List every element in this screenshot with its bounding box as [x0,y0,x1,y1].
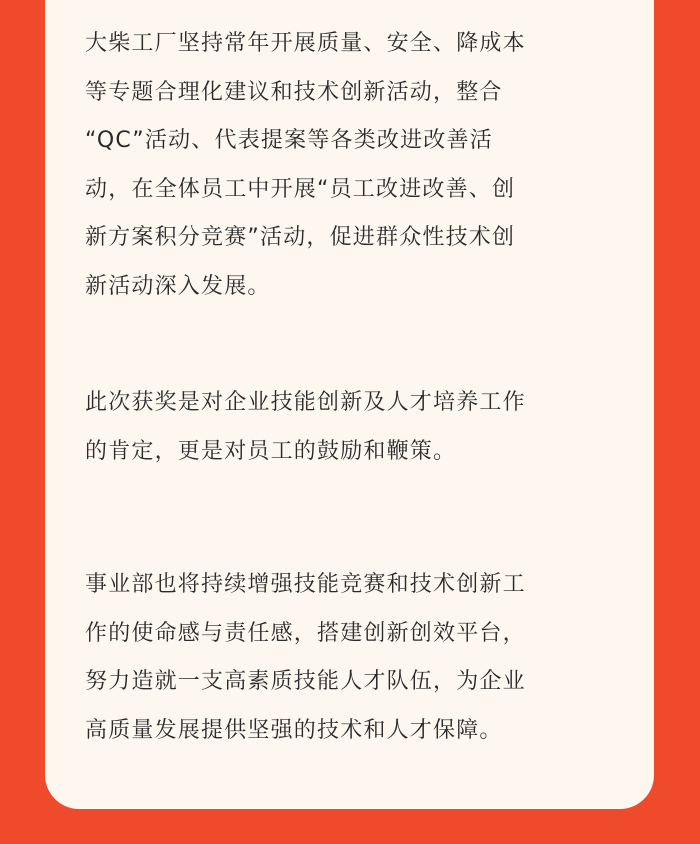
text-line: 动，在全体员工中开展“员工改进改善、创 [85,176,516,202]
text-line: 新活动深入发展。 [85,273,271,299]
paragraph-innovation-activities [85,20,615,312]
text-line: 努力造就一支高素质技能人才队伍，为企业 [85,669,526,695]
text-line: 事业部也将持续增强技能竞赛和技术创新工 [85,572,526,597]
text-line: 新方案积分竞赛”活动，促进群众性技术创 [85,225,516,251]
paragraph-award-recognition [85,379,615,476]
text-line: 等专题合理化建议和技术创新活动，整合 [85,79,503,105]
paragraph-future-commitment [85,561,615,755]
text-line: 高质量发展提供坚强的技术和人才保障。 [85,717,503,743]
text-line: 此次获奖是对企业技能创新及人才培养工作 [85,390,526,415]
text-line: “QC”活动、代表提案等各类改进改善活 [85,128,493,154]
text-line: 作的使命感与责任感，搭建创新创效平台， [85,620,526,646]
text-line: 大柴工厂坚持常年开展质量、安全、降成本 [85,31,526,56]
text-line: 的肯定，更是对员工的鼓励和鞭策。 [85,438,457,464]
